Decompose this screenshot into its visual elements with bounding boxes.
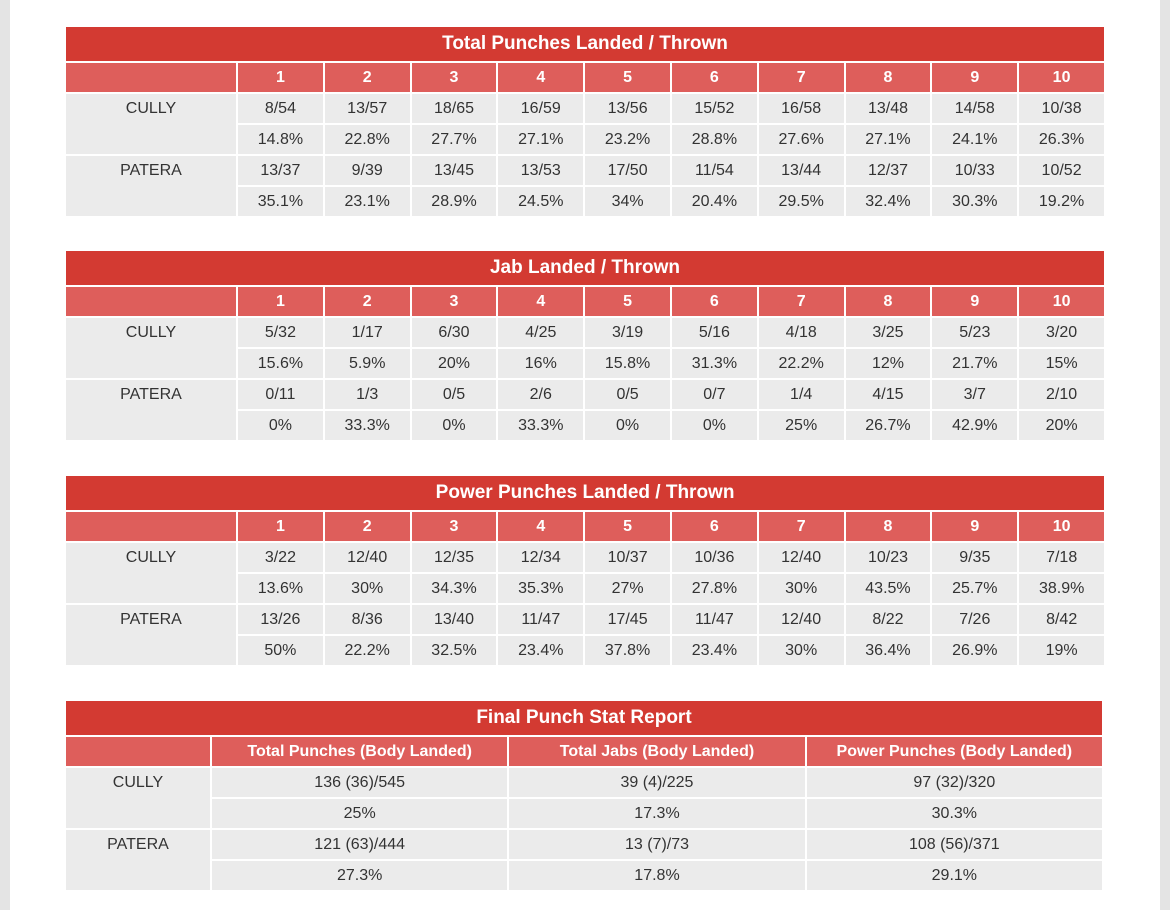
- landed-thrown-cell: 6/30: [411, 317, 498, 348]
- round-header: 2: [324, 286, 411, 317]
- percentage-cell: 23.4%: [671, 635, 758, 666]
- landed-thrown-cell: 17/50: [584, 155, 671, 186]
- round-header: 1: [237, 62, 324, 93]
- round-header: 8: [845, 511, 932, 542]
- final-report-table: [64, 699, 1104, 892]
- percentage-cell: 14.8%: [237, 124, 324, 155]
- percentage-cell: 15.8%: [584, 348, 671, 379]
- landed-thrown-cell: 8/42: [1018, 604, 1105, 635]
- percentage-cell: 30%: [758, 573, 845, 604]
- round-header: 4: [497, 62, 584, 93]
- percentage-cell: 27.6%: [758, 124, 845, 155]
- percentage-cell: 32.4%: [845, 186, 932, 217]
- landed-thrown-cell: 4/18: [758, 317, 845, 348]
- percentage-cell: 15.6%: [237, 348, 324, 379]
- round-header: 9: [931, 286, 1018, 317]
- total-stat-cell: 136 (36)/545: [211, 767, 508, 798]
- landed-thrown-cell: 1/17: [324, 317, 411, 348]
- percentage-cell: 30%: [758, 635, 845, 666]
- landed-thrown-cell: 12/40: [324, 542, 411, 573]
- landed-thrown-cell: 17/45: [584, 604, 671, 635]
- percentage-cell: 20%: [411, 348, 498, 379]
- landed-thrown-cell: 10/37: [584, 542, 671, 573]
- landed-thrown-cell: 14/58: [931, 93, 1018, 124]
- fighter-name: PATERA: [65, 604, 237, 666]
- table-title: Final Punch Stat Report: [65, 700, 1103, 736]
- round-header: 4: [497, 286, 584, 317]
- percentage-cell: 28.8%: [671, 124, 758, 155]
- table-title: Jab Landed / Thrown: [65, 250, 1105, 286]
- landed-thrown-cell: 12/35: [411, 542, 498, 573]
- percentage-cell: 27.3%: [211, 860, 508, 891]
- landed-thrown-cell: 15/52: [671, 93, 758, 124]
- category-header: Total Jabs (Body Landed): [508, 736, 805, 767]
- table-row: [65, 798, 1103, 829]
- percentage-cell: 27.7%: [411, 124, 498, 155]
- landed-thrown-cell: 11/54: [671, 155, 758, 186]
- landed-thrown-cell: 5/23: [931, 317, 1018, 348]
- landed-thrown-cell: 16/58: [758, 93, 845, 124]
- total-stat-cell: 13 (7)/73: [508, 829, 805, 860]
- landed-thrown-cell: 12/34: [497, 542, 584, 573]
- landed-thrown-cell: 12/40: [758, 542, 845, 573]
- round-header: 8: [845, 286, 932, 317]
- round-header: 10: [1018, 62, 1105, 93]
- landed-thrown-cell: 10/36: [671, 542, 758, 573]
- landed-thrown-cell: 10/52: [1018, 155, 1105, 186]
- percentage-cell: 0%: [237, 410, 324, 441]
- fighter-name: PATERA: [65, 155, 237, 217]
- table-row: [65, 379, 1105, 410]
- percentage-cell: 0%: [584, 410, 671, 441]
- landed-thrown-cell: 4/25: [497, 317, 584, 348]
- header-blank: [65, 511, 237, 542]
- percentage-cell: 24.1%: [931, 124, 1018, 155]
- percentage-cell: 28.9%: [411, 186, 498, 217]
- header-blank: [65, 736, 211, 767]
- landed-thrown-cell: 3/7: [931, 379, 1018, 410]
- landed-thrown-cell: 13/45: [411, 155, 498, 186]
- landed-thrown-cell: 1/3: [324, 379, 411, 410]
- landed-thrown-cell: 13/44: [758, 155, 845, 186]
- percentage-cell: 12%: [845, 348, 932, 379]
- percentage-cell: 5.9%: [324, 348, 411, 379]
- landed-thrown-cell: 4/15: [845, 379, 932, 410]
- landed-thrown-cell: 8/36: [324, 604, 411, 635]
- round-header: 6: [671, 62, 758, 93]
- percentage-cell: 50%: [237, 635, 324, 666]
- percentage-cell: 36.4%: [845, 635, 932, 666]
- landed-thrown-cell: 12/37: [845, 155, 932, 186]
- percentage-cell: 20.4%: [671, 186, 758, 217]
- percentage-cell: 27.8%: [671, 573, 758, 604]
- percentage-cell: 26.7%: [845, 410, 932, 441]
- percentage-cell: 24.5%: [497, 186, 584, 217]
- percentage-cell: 23.4%: [497, 635, 584, 666]
- landed-thrown-cell: 13/56: [584, 93, 671, 124]
- round-header: 1: [237, 511, 324, 542]
- landed-thrown-cell: 7/18: [1018, 542, 1105, 573]
- percentage-cell: 33.3%: [324, 410, 411, 441]
- round-header: 9: [931, 62, 1018, 93]
- landed-thrown-cell: 2/6: [497, 379, 584, 410]
- round-header: 1: [237, 286, 324, 317]
- landed-thrown-cell: 3/19: [584, 317, 671, 348]
- table-row: [65, 542, 1105, 573]
- total-stat-cell: 108 (56)/371: [806, 829, 1103, 860]
- percentage-cell: 25%: [758, 410, 845, 441]
- round-header: 7: [758, 286, 845, 317]
- landed-thrown-cell: 13/53: [497, 155, 584, 186]
- percentage-cell: 22.8%: [324, 124, 411, 155]
- landed-thrown-cell: 8/54: [237, 93, 324, 124]
- round-header: 10: [1018, 286, 1105, 317]
- total-stat-cell: 39 (4)/225: [508, 767, 805, 798]
- round-stats-table: [64, 25, 1106, 218]
- table-title: Power Punches Landed / Thrown: [65, 475, 1105, 511]
- table-row: [65, 93, 1105, 124]
- landed-thrown-cell: 13/57: [324, 93, 411, 124]
- landed-thrown-cell: 2/10: [1018, 379, 1105, 410]
- percentage-cell: 26.3%: [1018, 124, 1105, 155]
- percentage-cell: 37.8%: [584, 635, 671, 666]
- landed-thrown-cell: 1/4: [758, 379, 845, 410]
- landed-thrown-cell: 0/5: [411, 379, 498, 410]
- round-stats-table: [64, 249, 1106, 442]
- percentage-cell: 32.5%: [411, 635, 498, 666]
- percentage-cell: 15%: [1018, 348, 1105, 379]
- landed-thrown-cell: 10/38: [1018, 93, 1105, 124]
- landed-thrown-cell: 13/48: [845, 93, 932, 124]
- percentage-cell: 31.3%: [671, 348, 758, 379]
- category-header: Total Punches (Body Landed): [211, 736, 508, 767]
- percentage-cell: 30.3%: [806, 798, 1103, 829]
- landed-thrown-cell: 3/25: [845, 317, 932, 348]
- round-header: 6: [671, 286, 758, 317]
- table-row: [65, 860, 1103, 891]
- landed-thrown-cell: 10/23: [845, 542, 932, 573]
- percentage-cell: 16%: [497, 348, 584, 379]
- header-blank: [65, 286, 237, 317]
- table-title: Total Punches Landed / Thrown: [65, 26, 1105, 62]
- table-row: [65, 317, 1105, 348]
- fighter-name: CULLY: [65, 542, 237, 604]
- round-header: 6: [671, 511, 758, 542]
- fighter-name: PATERA: [65, 379, 237, 441]
- landed-thrown-cell: 5/32: [237, 317, 324, 348]
- percentage-cell: 17.8%: [508, 860, 805, 891]
- table-row: [65, 829, 1103, 860]
- percentage-cell: 34%: [584, 186, 671, 217]
- percentage-cell: 27%: [584, 573, 671, 604]
- total-stat-cell: 121 (63)/444: [211, 829, 508, 860]
- percentage-cell: 23.2%: [584, 124, 671, 155]
- percentage-cell: 25.7%: [931, 573, 1018, 604]
- header-blank: [65, 62, 237, 93]
- table-row: [65, 155, 1105, 186]
- percentage-cell: 38.9%: [1018, 573, 1105, 604]
- fighter-name: CULLY: [65, 767, 211, 829]
- percentage-cell: 33.3%: [497, 410, 584, 441]
- round-header: 7: [758, 62, 845, 93]
- percentage-cell: 0%: [671, 410, 758, 441]
- round-header: 8: [845, 62, 932, 93]
- stat-report-page: [10, 0, 1160, 910]
- round-header: 5: [584, 286, 671, 317]
- percentage-cell: 20%: [1018, 410, 1105, 441]
- percentage-cell: 23.1%: [324, 186, 411, 217]
- round-header: 10: [1018, 511, 1105, 542]
- percentage-cell: 29.1%: [806, 860, 1103, 891]
- percentage-cell: 0%: [411, 410, 498, 441]
- round-header: 7: [758, 511, 845, 542]
- percentage-cell: 21.7%: [931, 348, 1018, 379]
- percentage-cell: 43.5%: [845, 573, 932, 604]
- table-row: [65, 604, 1105, 635]
- landed-thrown-cell: 16/59: [497, 93, 584, 124]
- fighter-name: PATERA: [65, 829, 211, 891]
- landed-thrown-cell: 3/20: [1018, 317, 1105, 348]
- landed-thrown-cell: 11/47: [497, 604, 584, 635]
- landed-thrown-cell: 13/40: [411, 604, 498, 635]
- round-header: 3: [411, 511, 498, 542]
- round-header: 2: [324, 62, 411, 93]
- percentage-cell: 25%: [211, 798, 508, 829]
- round-header: 2: [324, 511, 411, 542]
- landed-thrown-cell: 12/40: [758, 604, 845, 635]
- table-row: [65, 767, 1103, 798]
- percentage-cell: 35.3%: [497, 573, 584, 604]
- landed-thrown-cell: 18/65: [411, 93, 498, 124]
- percentage-cell: 13.6%: [237, 573, 324, 604]
- percentage-cell: 34.3%: [411, 573, 498, 604]
- percentage-cell: 42.9%: [931, 410, 1018, 441]
- fighter-name: CULLY: [65, 317, 237, 379]
- percentage-cell: 22.2%: [324, 635, 411, 666]
- percentage-cell: 27.1%: [497, 124, 584, 155]
- landed-thrown-cell: 9/39: [324, 155, 411, 186]
- percentage-cell: 30.3%: [931, 186, 1018, 217]
- landed-thrown-cell: 7/26: [931, 604, 1018, 635]
- landed-thrown-cell: 0/11: [237, 379, 324, 410]
- percentage-cell: 26.9%: [931, 635, 1018, 666]
- percentage-cell: 17.3%: [508, 798, 805, 829]
- percentage-cell: 35.1%: [237, 186, 324, 217]
- round-header: 5: [584, 62, 671, 93]
- round-header: 5: [584, 511, 671, 542]
- percentage-cell: 22.2%: [758, 348, 845, 379]
- percentage-cell: 27.1%: [845, 124, 932, 155]
- landed-thrown-cell: 10/33: [931, 155, 1018, 186]
- landed-thrown-cell: 3/22: [237, 542, 324, 573]
- fighter-name: CULLY: [65, 93, 237, 155]
- round-stats-table: [64, 474, 1106, 667]
- landed-thrown-cell: 8/22: [845, 604, 932, 635]
- percentage-cell: 29.5%: [758, 186, 845, 217]
- landed-thrown-cell: 11/47: [671, 604, 758, 635]
- percentage-cell: 19%: [1018, 635, 1105, 666]
- category-header: Power Punches (Body Landed): [806, 736, 1103, 767]
- landed-thrown-cell: 0/5: [584, 379, 671, 410]
- landed-thrown-cell: 9/35: [931, 542, 1018, 573]
- round-header: 9: [931, 511, 1018, 542]
- landed-thrown-cell: 0/7: [671, 379, 758, 410]
- total-stat-cell: 97 (32)/320: [806, 767, 1103, 798]
- landed-thrown-cell: 5/16: [671, 317, 758, 348]
- round-header: 3: [411, 62, 498, 93]
- landed-thrown-cell: 13/26: [237, 604, 324, 635]
- round-header: 4: [497, 511, 584, 542]
- landed-thrown-cell: 13/37: [237, 155, 324, 186]
- percentage-cell: 19.2%: [1018, 186, 1105, 217]
- round-header: 3: [411, 286, 498, 317]
- percentage-cell: 30%: [324, 573, 411, 604]
